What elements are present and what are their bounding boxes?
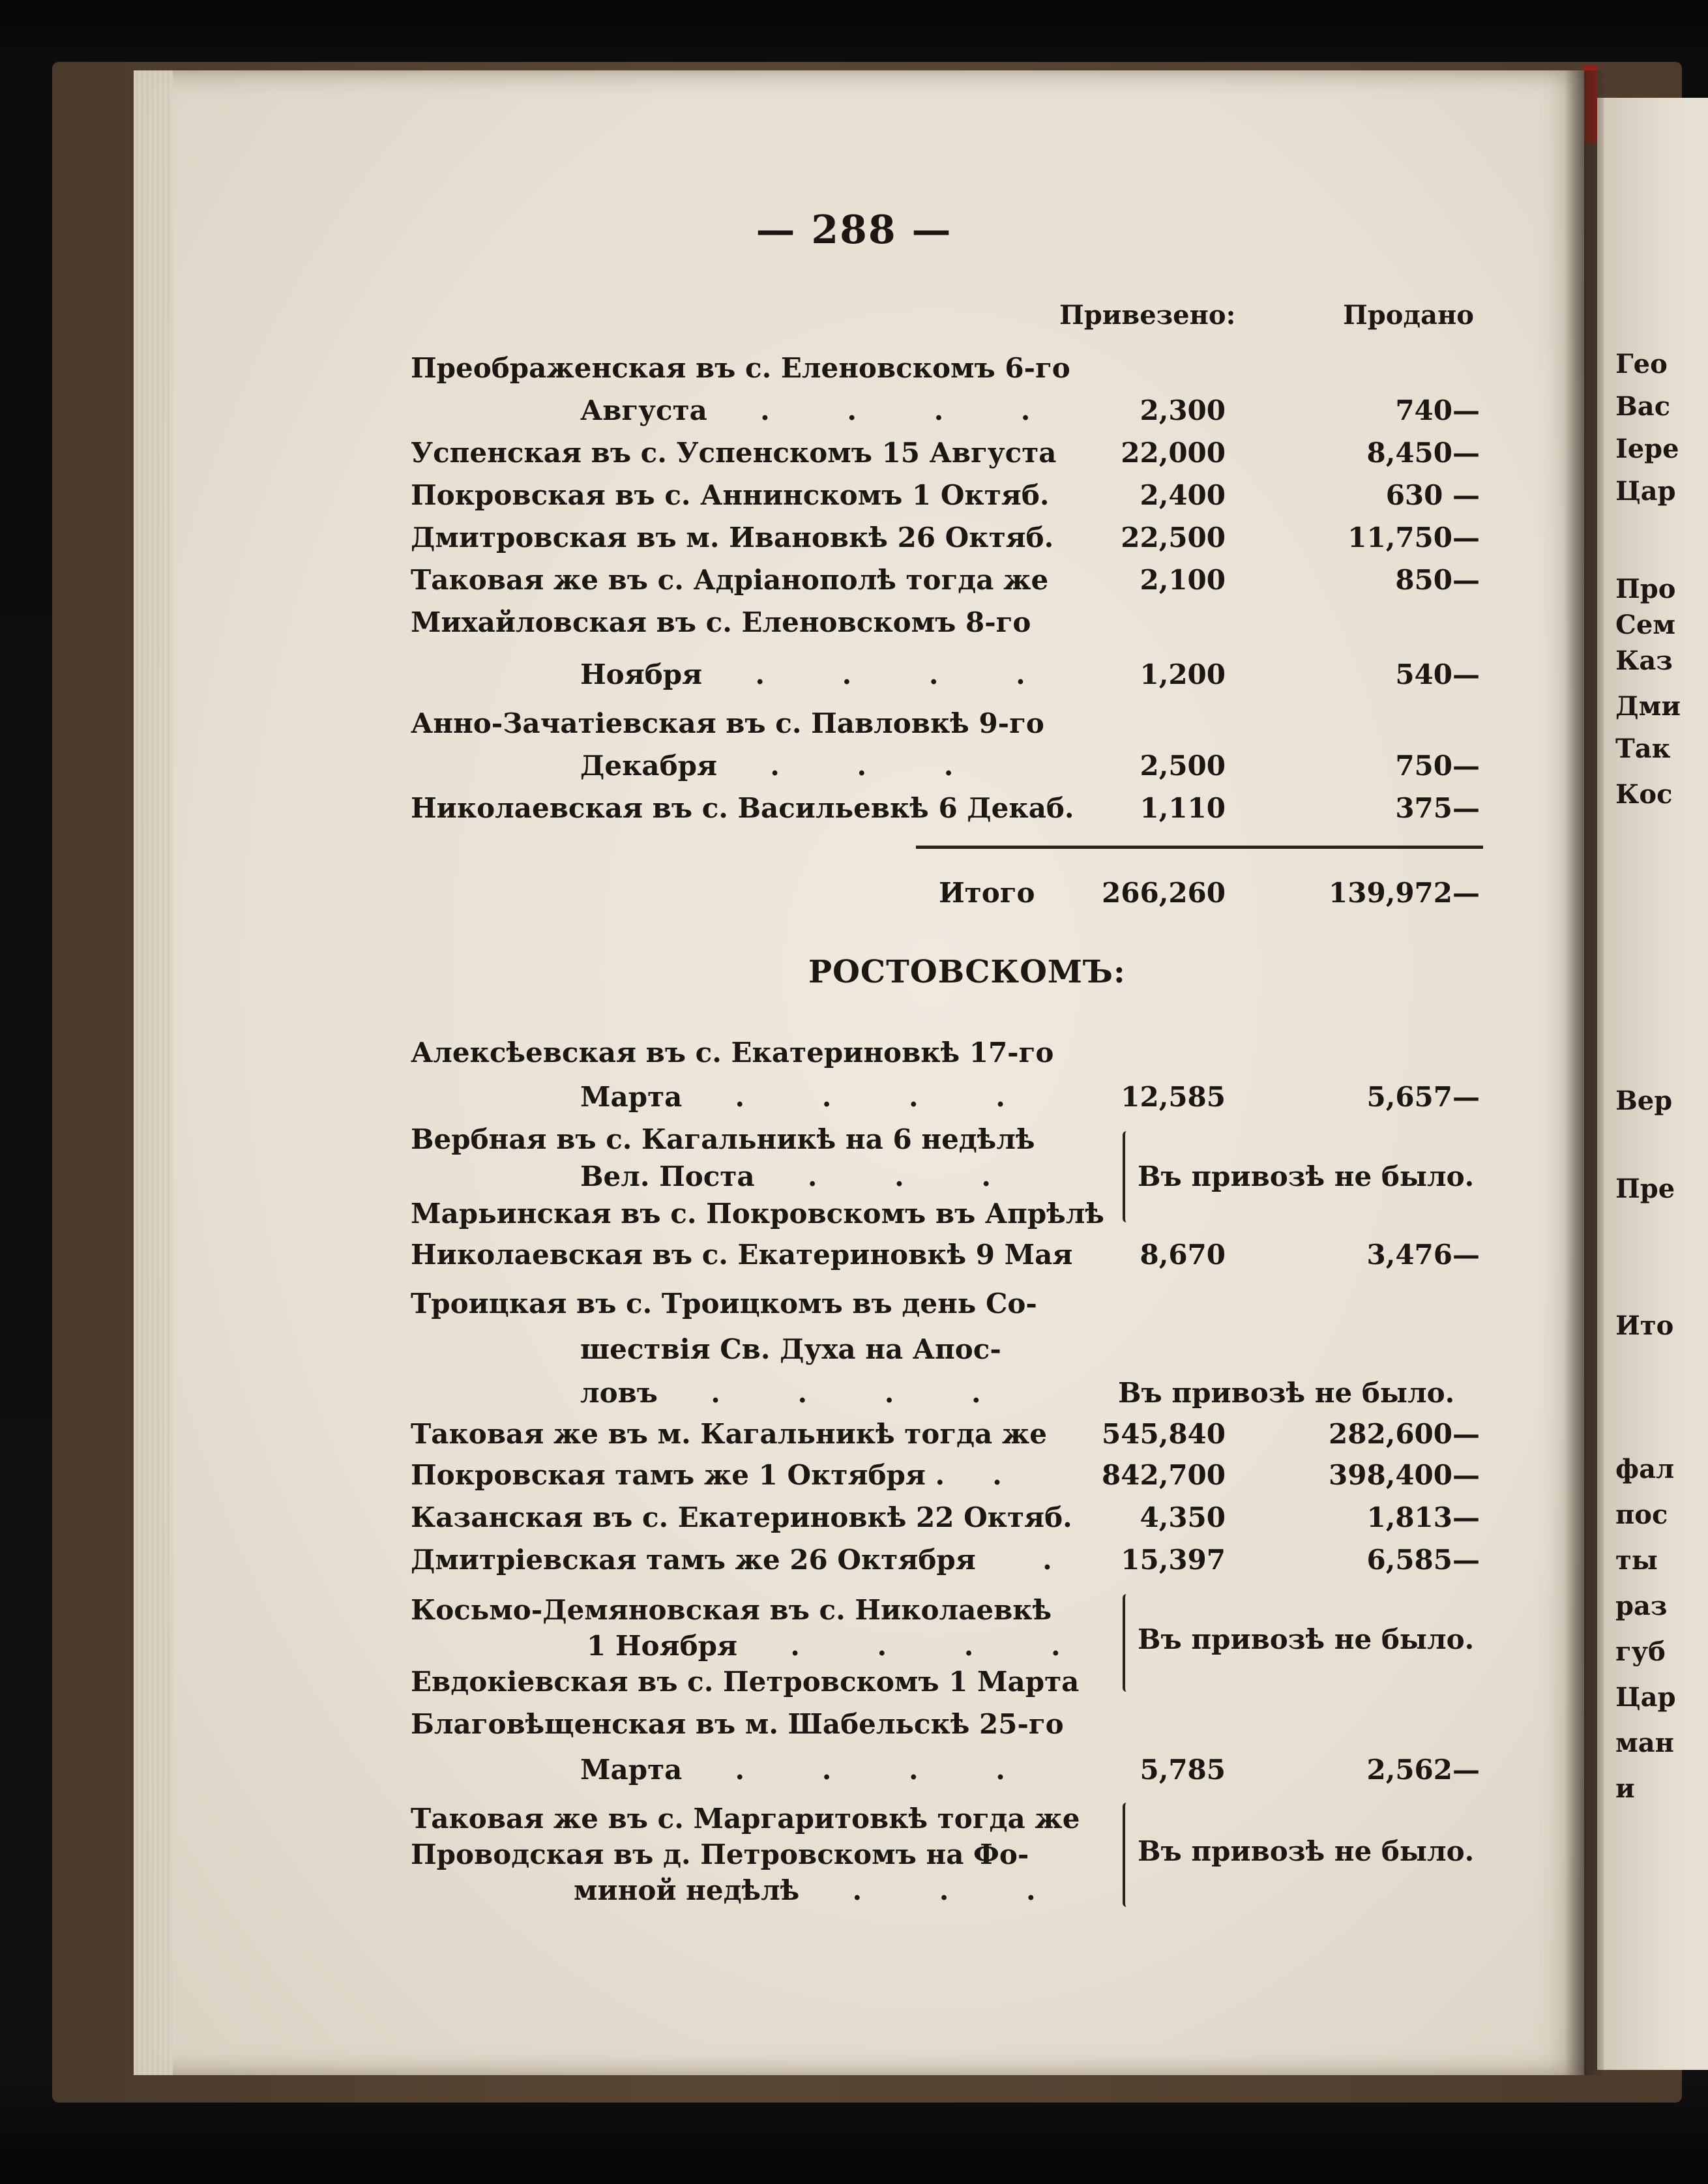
sold-value: 540— (1395, 658, 1480, 690)
right-page-fragment: Пре (1615, 1173, 1675, 1204)
row-name: Дмитріевская тамъ же 26 Октября . (411, 1544, 1052, 1576)
table-row (0, 606, 1708, 649)
right-page-fragment: пос (1615, 1499, 1668, 1530)
dot-leader: . . . . (667, 1377, 1015, 1409)
no-import-note: Въ привозѣ не было. (1138, 1623, 1475, 1655)
row-name-cont: шествія Св. Духа на Апос- (580, 1333, 1001, 1365)
row-name: Таковая же въ с. Адріанополѣ тогда же (411, 564, 1049, 596)
sold-value: 11,750— (1347, 522, 1480, 553)
row-name: Анно-Зачатіевская въ с. Павловкѣ 9-го (411, 707, 1044, 739)
dot-leader: . . . (764, 1160, 1025, 1192)
right-page-fragment: Іере (1615, 434, 1679, 464)
right-page-fragment: Ито (1615, 1310, 1674, 1341)
sold-value: 740— (1395, 394, 1480, 426)
row-name-cont: Ноября . . . . (580, 658, 1059, 690)
imported-value: 1,110 (1140, 792, 1226, 824)
table-row (0, 707, 1708, 750)
dot-leader: . . . (808, 1874, 1070, 1906)
row-name-cont: ловъ . . . . (580, 1377, 1015, 1409)
sold-value: 375— (1395, 792, 1480, 824)
sold-value: 398,400— (1329, 1459, 1480, 1491)
dot-leader: . (985, 1544, 1052, 1576)
dot-leader: . . . . (691, 1754, 1039, 1786)
total-row (0, 877, 1708, 920)
table-row (0, 1418, 1708, 1461)
row-name: Покровская въ с. Аннинскомъ 1 Октяб. (411, 479, 1050, 511)
row-name: Благовѣщенская въ м. Шабельскѣ 25-го (411, 1708, 1064, 1740)
right-page-fragment: Кос (1615, 779, 1673, 810)
table-row (0, 1544, 1708, 1587)
table-row (0, 479, 1708, 522)
brace (1123, 1131, 1130, 1222)
no-import-note: Въ привозѣ не было. (1118, 1377, 1455, 1409)
table-row (0, 750, 1708, 793)
right-page-fragment: Гео (1615, 349, 1668, 379)
sold-value: 8,450— (1366, 437, 1480, 469)
right-page-fragment: Каз (1615, 645, 1673, 676)
no-import-note: Въ привозѣ не было. (1138, 1160, 1475, 1192)
row-name: Николаевская въ с. Васильевкѣ 6 Декаб. (411, 792, 1074, 824)
row-name: Михайловская въ с. Еленовскомъ 8-го (411, 606, 1031, 638)
total-imported: 266,260 (1102, 877, 1226, 909)
row-name: Успенская въ с. Успенскомъ 15 Августа (411, 437, 1057, 469)
table-row (0, 1459, 1708, 1502)
row-name: Косьмо-Демяновская въ с. Николаевкѣ (411, 1594, 1052, 1626)
table-row (0, 1874, 1708, 1917)
row-name: Таковая же въ с. Маргаритовкѣ тогда же (411, 1803, 1080, 1835)
imported-value: 2,100 (1140, 564, 1226, 596)
right-page-fragment: раз (1615, 1591, 1668, 1621)
row-name: Казанская въ с. Екатериновкѣ 22 Октяб. (411, 1501, 1072, 1533)
sold-value: 5,657— (1366, 1081, 1480, 1113)
sold-value: 750— (1395, 750, 1480, 782)
table-row (0, 1239, 1708, 1282)
row-name: Дмитровская въ м. Ивановкѣ 26 Октяб. (411, 522, 1054, 553)
table-row (0, 352, 1708, 395)
imported-value: 5,785 (1140, 1754, 1226, 1786)
row-name-cont: Вел. Поста . . . (580, 1160, 1025, 1192)
row-name: Таковая же въ м. Кагальникѣ тогда же (411, 1418, 1047, 1450)
no-import-note: Въ привозѣ не было. (1138, 1835, 1475, 1867)
row-name: Преображенская въ с. Еленовскомъ 6-го (411, 352, 1070, 384)
row-name-cont: миной недѣлѣ . . . (574, 1874, 1070, 1906)
imported-value: 1,200 (1140, 658, 1226, 690)
table-row (0, 1081, 1708, 1124)
header-sold: Продано (1343, 300, 1474, 331)
row-name: Проводская въ д. Петровскомъ на Фо- (411, 1838, 1029, 1870)
section-title: РОСТОВСКОМЪ: (808, 954, 1126, 990)
sold-value: 3,476— (1366, 1239, 1480, 1271)
imported-value: 2,400 (1140, 479, 1226, 511)
total-label: Итого (939, 877, 1035, 909)
row-name: Троицкая въ с. Троицкомъ въ день Со- (411, 1288, 1037, 1320)
row-name-cont: 1 Ноября . . . . (587, 1630, 1095, 1662)
dot-leader: . . . . (746, 1630, 1095, 1662)
table-row (0, 1708, 1708, 1751)
brace (1123, 1803, 1130, 1907)
imported-value: 12,585 (1121, 1081, 1226, 1113)
sold-value: 630 — (1385, 479, 1480, 511)
sold-value: 1,813— (1366, 1501, 1480, 1533)
table-row (0, 1288, 1708, 1331)
dot-leader: . . . . (711, 658, 1059, 690)
right-page-fragment: Так (1615, 733, 1671, 764)
dot-leader: . . . . (691, 1081, 1039, 1113)
imported-value: 545,840 (1102, 1418, 1226, 1450)
imported-value: 4,350 (1140, 1501, 1226, 1533)
sold-value: 2,562— (1366, 1754, 1480, 1786)
right-page-fragment: Вер (1615, 1085, 1673, 1116)
row-name: Вербная въ с. Кагальникѣ на 6 недѣлѣ (411, 1123, 1035, 1155)
total-rule (916, 846, 1483, 849)
imported-value: 8,670 (1140, 1239, 1226, 1271)
table-row (0, 658, 1708, 701)
right-page-fragment: Сем (1615, 610, 1676, 640)
dot-leader: . . . . (716, 394, 1065, 426)
header-imported: Привезено: (1059, 300, 1236, 331)
imported-value: 2,500 (1140, 750, 1226, 782)
imported-value: 842,700 (1102, 1459, 1226, 1491)
row-name: Алексѣевская въ с. Екатериновкѣ 17-го (411, 1037, 1054, 1069)
table-row (0, 1333, 1708, 1376)
table-row (0, 394, 1708, 437)
right-page-fragment: и (1615, 1773, 1635, 1804)
imported-value: 22,000 (1121, 437, 1226, 469)
right-page-fragment: ты (1615, 1545, 1658, 1576)
table-row (0, 1754, 1708, 1797)
row-name: Марьинская въ с. Покровскомъ въ Апрѣлѣ (411, 1198, 1104, 1230)
table-row (0, 792, 1708, 835)
sold-value: 282,600— (1329, 1418, 1480, 1450)
table-row (0, 1037, 1708, 1080)
right-page-fragment: Про (1615, 574, 1676, 604)
right-page-fragment: Цар (1615, 1682, 1676, 1713)
right-page-fragment: губ (1615, 1636, 1666, 1667)
right-page-fragment: Дми (1615, 691, 1681, 722)
table-row (0, 1377, 1708, 1420)
imported-value: 2,300 (1140, 394, 1226, 426)
table-row (0, 564, 1708, 607)
table-row (0, 522, 1708, 565)
row-name-cont: Марта . . . . (580, 1081, 1039, 1113)
table-row (0, 437, 1708, 480)
row-name-cont: Августа . . . . (580, 394, 1065, 426)
right-page-fragment: Вас (1615, 391, 1671, 422)
table-row (0, 1666, 1708, 1709)
page-number: — 288 — (756, 207, 952, 253)
right-page-fragment: фал (1615, 1454, 1675, 1484)
imported-value: 15,397 (1121, 1544, 1226, 1576)
table-row (0, 1198, 1708, 1241)
sold-value: 850— (1395, 564, 1480, 596)
row-name: Покровская тамъ же 1 Октября . . (411, 1459, 1002, 1491)
dot-leader: . . . (726, 750, 988, 782)
imported-value: 22,500 (1121, 522, 1226, 553)
row-name: Евдокіевская въ с. Петровскомъ 1 Марта (411, 1666, 1080, 1698)
sold-value: 6,585— (1366, 1544, 1480, 1576)
right-page-fragment: ман (1615, 1728, 1674, 1758)
row-name-cont: Декабря . . . (580, 750, 988, 782)
row-name-cont: Марта . . . . (580, 1754, 1039, 1786)
table-row (0, 1501, 1708, 1544)
right-page-fragment: Цар (1615, 476, 1676, 507)
brace (1123, 1594, 1130, 1692)
dot-leader: . . (935, 1459, 1002, 1491)
row-name: Николаевская въ с. Екатериновкѣ 9 Мая (411, 1239, 1073, 1271)
total-sold: 139,972— (1329, 877, 1480, 909)
